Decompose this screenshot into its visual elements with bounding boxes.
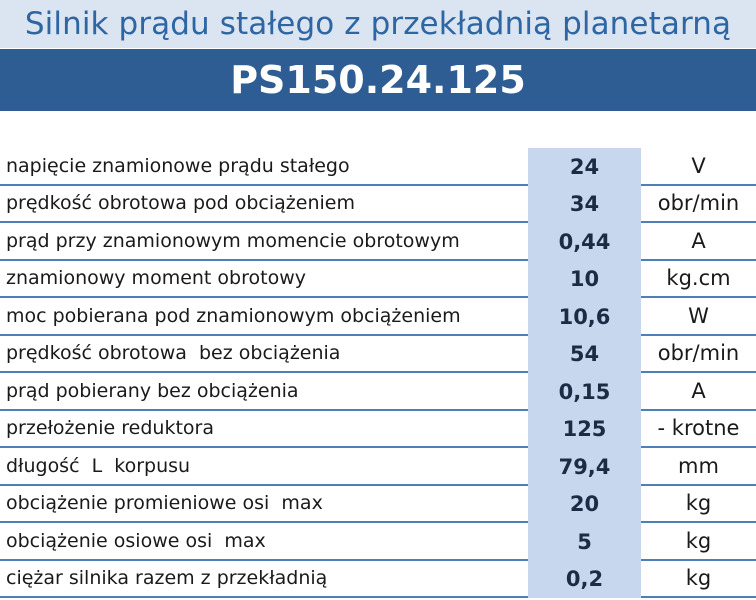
- spec-unit: obr/min: [657, 341, 740, 366]
- spec-row: [0, 486, 756, 524]
- spec-parameter: prąd pobierany bez obciążenia: [6, 379, 299, 402]
- spec-parameter: przełożenie reduktora: [6, 417, 214, 440]
- spec-parameter: ciężar silnika razem z przekładnią: [6, 567, 328, 590]
- spec-parameter: moc pobierana pod znamionowym obciążeniem: [6, 304, 461, 327]
- spec-parameter: znamionowy moment obrotowy: [6, 267, 306, 290]
- spec-unit: V: [691, 153, 706, 178]
- spec-value: 125: [528, 411, 641, 449]
- spec-value: 5: [528, 523, 641, 561]
- spec-unit: W: [688, 303, 709, 328]
- spec-value: 0,44: [528, 223, 641, 261]
- spec-value: 10,6: [528, 298, 641, 336]
- spec-unit: kg: [685, 528, 712, 553]
- spec-value: 0,15: [528, 373, 641, 411]
- spec-parameter: długość L korpusu: [6, 454, 191, 477]
- spec-parameter: prędkość obrotowa pod obciążeniem: [6, 192, 355, 215]
- spec-value: 24: [528, 148, 641, 186]
- spec-parameter: prąd przy znamionowym momencie obrotowym: [6, 229, 460, 252]
- spec-unit: A: [691, 228, 706, 253]
- spec-row: [0, 336, 756, 374]
- model-number: PS150.24.125: [230, 58, 526, 102]
- spec-row: [0, 148, 756, 186]
- model-banner: [0, 49, 756, 111]
- spec-unit: mm: [678, 453, 719, 478]
- spec-unit: kg: [685, 491, 712, 516]
- title-banner: [0, 0, 756, 48]
- spec-row: [0, 186, 756, 224]
- spec-parameter: obciążenie promieniowe osi max: [6, 492, 323, 515]
- spec-row: [0, 261, 756, 299]
- spec-row: [0, 298, 756, 336]
- spec-value: 54: [528, 336, 641, 374]
- spec-row: [0, 523, 756, 561]
- spec-parameter: obciążenie osiowe osi max: [6, 529, 266, 552]
- spec-value: 20: [528, 486, 641, 524]
- spec-unit: kg: [685, 566, 712, 591]
- spec-row: [0, 223, 756, 261]
- spec-value: 0,2: [528, 561, 641, 599]
- spec-table: [0, 148, 756, 598]
- page-title: Silnik prądu stałego z przekładnią planetarną: [24, 6, 732, 42]
- spec-parameter: napięcie znamionowe prądu stałego: [6, 154, 350, 177]
- spec-row: [0, 373, 756, 411]
- spec-unit: obr/min: [657, 191, 740, 216]
- spec-value: 10: [528, 261, 641, 299]
- spec-row: [0, 411, 756, 449]
- spec-row: [0, 448, 756, 486]
- spec-row: [0, 561, 756, 599]
- spec-unit: kg.cm: [666, 266, 731, 291]
- spec-unit: A: [691, 378, 706, 403]
- spec-value: 79,4: [528, 448, 641, 486]
- spec-unit: - krotne: [657, 416, 740, 441]
- spec-value: 34: [528, 186, 641, 224]
- spec-parameter: prędkość obrotowa bez obciążenia: [6, 342, 341, 365]
